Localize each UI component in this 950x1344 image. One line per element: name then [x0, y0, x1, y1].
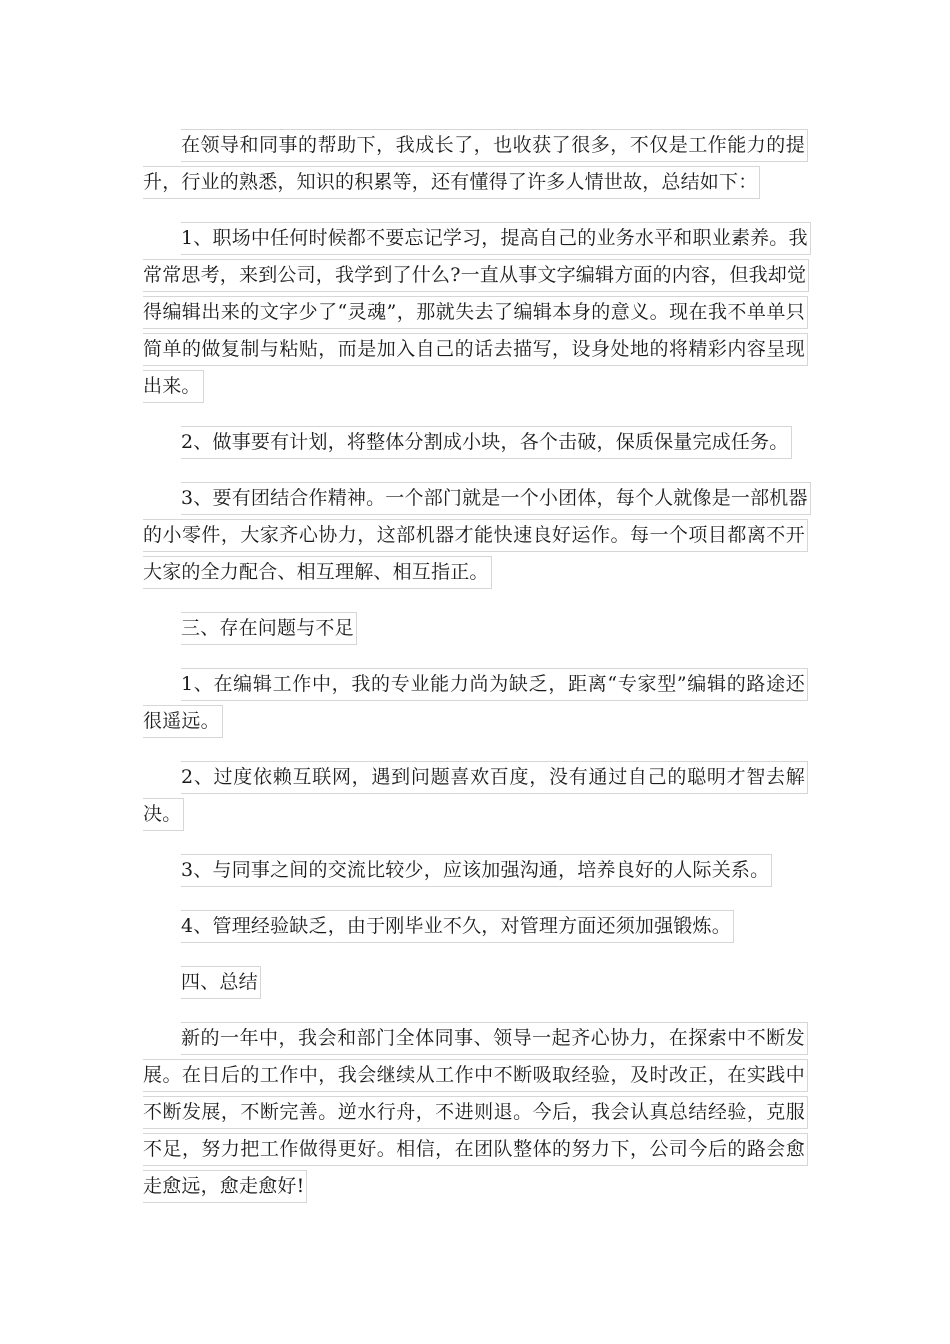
- document-body: [143, 127, 808, 1205]
- section-heading-summary-text: 四、总结: [181, 966, 261, 999]
- paragraph-intro-text: 在领导和同事的帮助下，我成长了，也收获了很多，不仅是工作能力的提升，行业的熟悉，知识的积累等，还有懂得了许多人情世故，总结如下：: [143, 129, 808, 199]
- paragraph-problem-2: [143, 759, 808, 833]
- paragraph-summary: [143, 1020, 808, 1205]
- section-heading-problems-text: 三、存在问题与不足: [181, 612, 357, 645]
- paragraph-problem-4-text: 4、管理经验缺乏，由于刚毕业不久，对管理方面还须加强锻炼。: [181, 910, 734, 943]
- paragraph-problem-3-text: 3、与同事之间的交流比较少，应该加强沟通，培养良好的人际关系。: [181, 854, 772, 887]
- paragraph-point-2-text: 2、做事要有计划，将整体分割成小块，各个击破，保质保量完成任务。: [181, 426, 792, 459]
- paragraph-problem-3: [143, 852, 808, 889]
- paragraph-point-2: [143, 424, 808, 461]
- paragraph-problem-4: [143, 908, 808, 945]
- paragraph-problem-1: [143, 666, 808, 740]
- section-heading-problems: [143, 610, 808, 647]
- paragraph-point-3: [143, 480, 808, 591]
- paragraph-point-1-text: 1、职场中任何时候都不要忘记学习，提高自己的业务水平和职业素养。我常常思考，来到公司，我学到了什么?一直从事文字编辑方面的内容，但我却觉得编辑出来的文字少了“灵魂”，那就失去了编辑本身的意义。现在我不单单只简单的做复制与粘贴，而是加入自己的话去描写，设身处地的将精彩内容呈现出来。: [143, 222, 811, 403]
- paragraph-summary-text: 新的一年中，我会和部门全体同事、领导一起齐心协力，在探索中不断发展。在日后的工作中，我会继续从工作中不断吸取经验，及时改正，在实践中不断发展，不断完善。逆水行舟，不进则退。今后，我会认真总结经验，克服不足，努力把工作做得更好。相信，在团队整体的努力下，公司今后的路会愈走愈远，愈走愈好!: [143, 1022, 808, 1203]
- paragraph-intro: [143, 127, 808, 201]
- paragraph-problem-1-text: 1、在编辑工作中，我的专业能力尚为缺乏，距离“专家型”编辑的路途还很遥远。: [143, 668, 808, 738]
- paragraph-point-1: [143, 220, 808, 405]
- paragraph-point-3-text: 3、要有团结合作精神。一个部门就是一个小团体，每个人就像是一部机器的小零件，大家齐心协力，这部机器才能快速良好运作。每一个项目都离不开大家的全力配合、相互理解、相互指正。: [143, 482, 811, 589]
- section-heading-summary: [143, 964, 808, 1001]
- paragraph-problem-2-text: 2、过度依赖互联网，遇到问题喜欢百度，没有通过自己的聪明才智去解决。: [143, 761, 808, 831]
